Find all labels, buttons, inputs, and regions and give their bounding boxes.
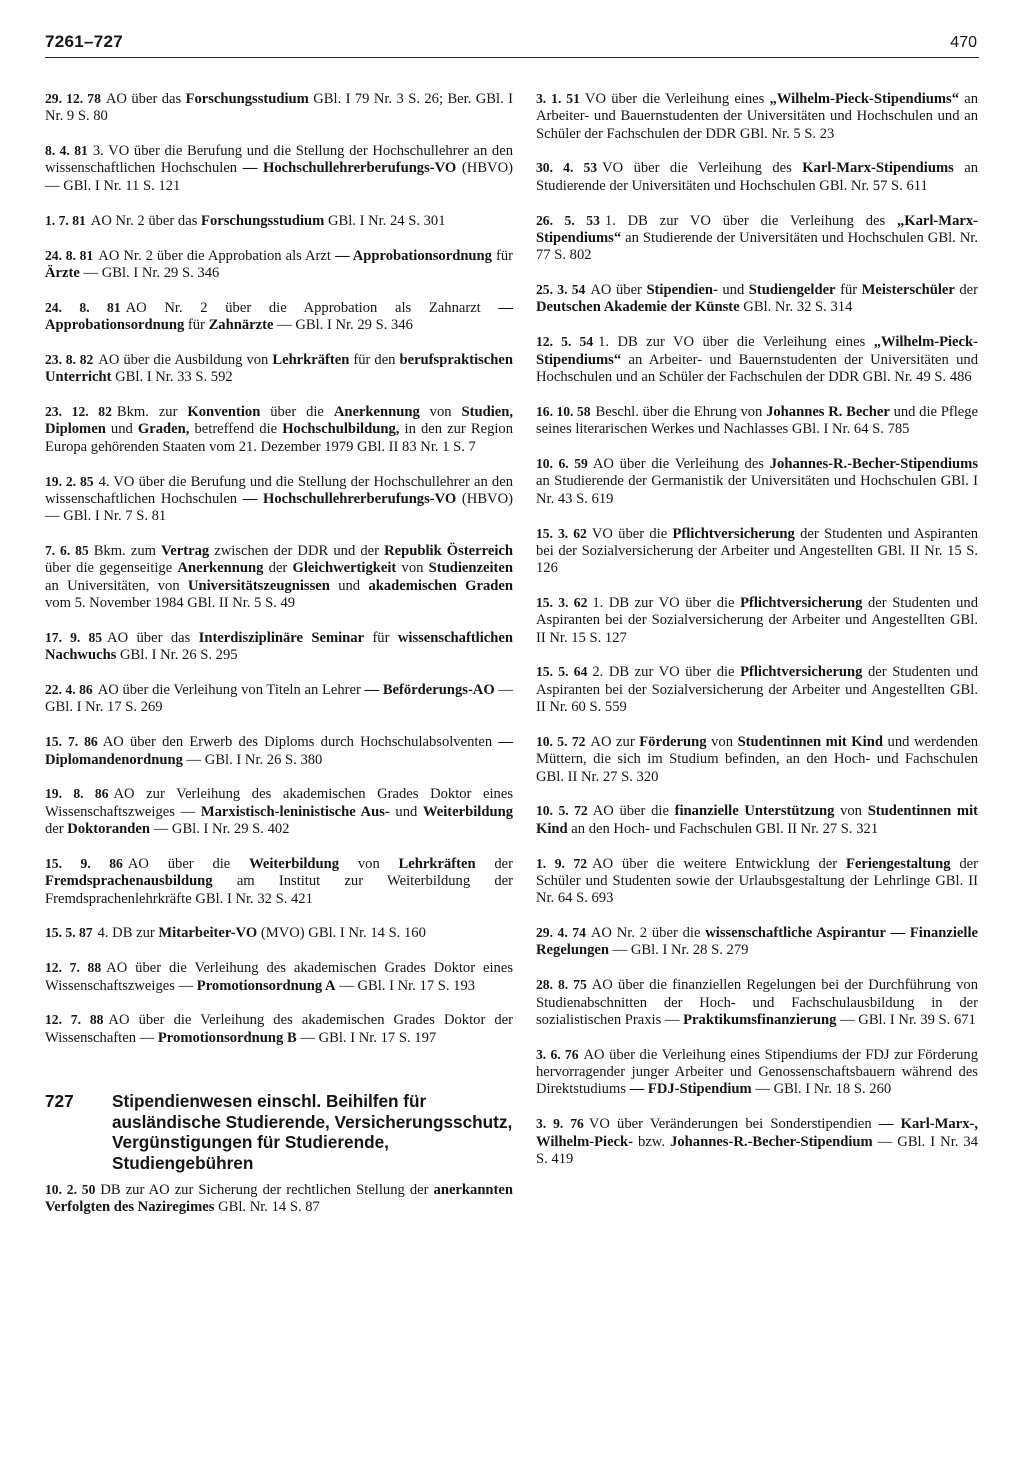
entry-keyword: berufspraktischen Unterricht xyxy=(45,351,513,386)
entry-date: 19. 2. 85 xyxy=(45,473,94,489)
entry xyxy=(45,142,513,195)
entry-date: 24. 8. 81 xyxy=(45,247,94,263)
entry-text: von xyxy=(396,560,429,577)
entry xyxy=(536,212,978,265)
entry-text: für xyxy=(491,247,513,264)
entry-text: — GBl. I Nr. 39 S. 671 xyxy=(836,1011,976,1028)
entry xyxy=(45,681,513,717)
entry-keyword: Pflichtversicherung xyxy=(672,525,795,542)
entry-date: 12. 7. 88 xyxy=(45,1012,104,1028)
entry-text: an Studierende der Germanistik der Universitäten und Hochschulen GBl. I Nr. 43 S. 619 xyxy=(536,473,978,507)
entry-keyword: Promotionsordnung B xyxy=(157,1029,297,1046)
entry-text: Bkm. zum xyxy=(93,543,162,560)
entry-date: 15. 3. 62 xyxy=(536,594,588,610)
entry-keyword: Johannes R. Becher xyxy=(766,403,890,420)
entry-date: 15. 9. 86 xyxy=(45,855,123,871)
entry-date: 10. 2. 50 xyxy=(45,1182,96,1198)
entry-text: von xyxy=(834,803,868,820)
entry-keyword: Karl-Marx-Stipendiums xyxy=(802,160,954,177)
section-title: Stipendienwesen einschl. Beihilfen für ausländische Studierende, Versicherungsschutz, Vergünstigungen für Studierende, Studiengebühren xyxy=(112,1091,513,1173)
entry-keyword: Forschungsstudium xyxy=(185,91,309,107)
section-number: 727 xyxy=(45,1091,74,1112)
entry xyxy=(536,1115,978,1168)
page-number: 470 xyxy=(950,34,977,51)
entry-text: AO Nr. 2 über die Approbation als Arzt xyxy=(98,247,335,264)
running-head-left: 7261–727 xyxy=(45,32,124,51)
entry-date: 19. 8. 86 xyxy=(45,786,109,802)
entry-text: Beschl. über die Ehrung von xyxy=(595,403,767,420)
entry xyxy=(45,785,513,838)
entry-text: und xyxy=(105,421,138,438)
entry-keyword: Zahnärzte xyxy=(208,317,274,334)
entry-keyword: Deutschen Akademie der Künste xyxy=(536,299,740,316)
entry-keyword: Meisterschüler xyxy=(861,282,955,299)
entry-text: — GBl. I Nr. 26 S. 380 xyxy=(182,751,323,768)
entry xyxy=(45,733,513,769)
entry-keyword: Graden, xyxy=(137,421,190,438)
entry xyxy=(45,924,513,942)
entry xyxy=(536,924,978,960)
entry-date: 26. 5. 53 xyxy=(536,212,600,228)
entry-date: 10. 5. 72 xyxy=(536,733,586,749)
entry xyxy=(45,90,513,126)
entry-keyword: Pflichtversicherung xyxy=(740,594,863,611)
entry xyxy=(45,959,513,995)
entry xyxy=(45,212,513,230)
entry-date: 15. 5. 64 xyxy=(536,664,588,680)
entry-keyword: Weiterbildung xyxy=(249,855,340,872)
entry-keyword: „Wilhelm-Pieck-Stipendiums“ xyxy=(536,334,978,368)
entry-keyword: Förderung xyxy=(639,733,707,750)
entry-keyword: akademischen Graden xyxy=(368,577,513,594)
entry-text: VO über die xyxy=(591,525,673,542)
entry-text: der xyxy=(45,821,68,838)
entry-text: GBl. Nr. 32 S. 314 xyxy=(739,299,853,316)
entry-keyword: Pflichtversicherung xyxy=(740,664,863,681)
entry-text: 3. VO über die Berufung und die Stellung der Hochschullehrer an den wissenschaftlichen Hochschulen xyxy=(45,143,514,177)
entry-text: von xyxy=(339,855,399,872)
entry-text: 1. DB zur VO über die xyxy=(592,594,741,611)
entry-date: 3. 9. 76 xyxy=(536,1116,584,1132)
entry-keyword: Anerkennung xyxy=(177,560,264,577)
entry-date: 3. 6. 76 xyxy=(536,1046,579,1062)
entry-text: betreffend die xyxy=(189,421,283,438)
entry-keyword: wissenschaftliche Aspirantur — Finanzielle Regelungen xyxy=(536,925,978,959)
entry-date: 10. 5. 72 xyxy=(536,803,588,819)
entry xyxy=(536,90,978,143)
entry-keyword: Studiengelder xyxy=(748,282,836,299)
entry-text: AO zur xyxy=(590,733,640,750)
entry-date: 23. 8. 82 xyxy=(45,351,94,367)
entry-text: GBl. I 79 Nr. 3 S. 26; Ber. GBl. I Nr. 9 S. 80 xyxy=(45,91,513,125)
entry xyxy=(536,976,978,1029)
entry-text: AO Nr. 2 über das xyxy=(90,212,202,229)
entry-keyword: Gleichwertigkeit xyxy=(292,560,397,577)
entry-text: — GBl. I Nr. 17 S. 197 xyxy=(296,1029,437,1046)
entry-date: 10. 6. 59 xyxy=(536,456,588,472)
entry-text: für xyxy=(184,317,209,334)
entry-text: AO über die Verleihung des akademischen Grades Doktor der Wissenschaften — xyxy=(45,1012,514,1046)
entry-text: der xyxy=(954,282,979,299)
entry-text: an Studierende der Universitäten und Hochschulen GBl. Nr. 77 S. 802 xyxy=(536,229,978,264)
entry-keyword: — Hochschullehrerberufungs-VO xyxy=(242,160,457,177)
entry-text: zwischen der DDR und der xyxy=(209,543,385,560)
entry-text: über die xyxy=(260,404,334,421)
entry xyxy=(536,159,978,195)
entry-keyword: Studienzeiten xyxy=(428,560,513,577)
entry xyxy=(536,594,978,647)
entry-keyword: Lehrkräften xyxy=(398,855,476,872)
entry xyxy=(45,299,513,335)
entry-date: 17. 9. 85 xyxy=(45,629,103,645)
entry xyxy=(45,542,513,612)
entry-date: 28. 8. 75 xyxy=(536,977,587,993)
entry-text: (MVO) GBl. I Nr. 14 S. 160 xyxy=(257,925,426,942)
entry-text: von xyxy=(706,733,738,750)
entry-text: — GBl. I Nr. 17 S. 193 xyxy=(335,977,476,994)
entry-keyword: Vertrag xyxy=(161,543,210,560)
entry-date: 7. 6. 85 xyxy=(45,543,89,559)
entry-keyword: Lehrkräften xyxy=(272,351,350,368)
entry xyxy=(536,733,978,786)
entry-keyword: — Beförderungs-AO xyxy=(364,682,495,699)
entry-text: der Studenten und Aspiranten bei der Sozialversicherung der Arbeiter und Angestellten GBl. II Nr. 15 S. 127 xyxy=(536,594,978,646)
entry-text: 4. DB zur xyxy=(97,925,159,942)
entry-text: am Institut zur Weiterbildung der Fremdsprachenlehrkräfte GBl. I Nr. 32 S. 421 xyxy=(45,873,513,907)
entry-text: an Studierende der Universitäten und Hochschulen GBl. Nr. 57 S. 611 xyxy=(536,160,978,194)
entry-text: VO über Veränderungen bei Sonderstipendien xyxy=(588,1116,879,1133)
entry xyxy=(45,1181,513,1217)
entry-text: von xyxy=(419,404,462,421)
entry-keyword: Marxistisch-leninistische Aus- xyxy=(200,803,390,820)
entry-date: 15. 5. 87 xyxy=(45,925,93,941)
entry xyxy=(536,333,978,386)
entry-text: vom 5. November 1984 GBl. II Nr. 5 S. 49 xyxy=(45,594,296,611)
entry xyxy=(536,855,978,908)
entry xyxy=(536,1046,978,1099)
entry-date: 15. 3. 62 xyxy=(536,525,587,541)
entry-keyword: Interdisziplinäre Seminar xyxy=(198,629,365,646)
entry-text: AO Nr. 2 über die Approbation als Zahnarzt xyxy=(125,299,499,316)
entry-text: an Arbeiter- und Bauernstudenten der Universitäten und Hochschulen und an Schüler der Fachschulen der DDR GBl. Nr. 5 S. 23 xyxy=(536,91,978,142)
entry xyxy=(536,525,978,578)
entry-keyword: Republik Österreich xyxy=(384,543,513,560)
entry-text: AO über die Verleihung von Titeln an Lehrer xyxy=(97,682,365,699)
entry-text: — GBl. I Nr. 34 S. 419 xyxy=(536,1133,979,1167)
entry-text: 1. DB zur VO über die Verleihung des xyxy=(604,212,897,229)
entry-text: für den xyxy=(349,351,400,368)
entry-keyword: — FDJ-Stipendium xyxy=(629,1081,752,1098)
entry-text: der Studenten und Aspiranten bei der Sozialversicherung der Arbeiter und Angestellten GBl. II Nr. 60 S. 559 xyxy=(536,664,978,716)
entry-date: 1. 9. 72 xyxy=(536,855,588,871)
entry-text: 2. DB zur VO über die xyxy=(592,664,741,681)
entry-date: 12. 7. 88 xyxy=(45,960,102,976)
entry-text: GBl. I Nr. 24 S. 301 xyxy=(324,212,446,229)
entry-text: in den zur Region Europa gehörenden Staaten vom 21. Dezember 1979 GBl. II 83 Nr. 1 S. 7 xyxy=(45,421,514,455)
entry-text: der xyxy=(475,855,513,872)
left-entries-top xyxy=(45,90,513,1047)
entry xyxy=(536,455,978,508)
entry-date: 3. 1. 51 xyxy=(536,91,580,106)
entry xyxy=(536,663,978,716)
entry-keyword: Johannes-R.-Becher-Stipendium xyxy=(670,1133,873,1150)
entry-keyword: — Karl-Marx-, Wilhelm-Pieck- xyxy=(536,1116,979,1150)
entry-keyword: Promotionsordnung A xyxy=(196,977,336,994)
right-column xyxy=(536,90,978,1185)
entry-text: AO über das xyxy=(105,91,186,107)
entry-text: über die gegenseitige xyxy=(45,560,178,577)
entry-keyword: Praktikumsfinanzierung xyxy=(683,1011,837,1028)
entry-text: der Schüler und Studenten sowie der Urlaubsgestaltung der Lehrlinge GBl. II Nr. 64 S. 693 xyxy=(536,855,978,907)
entry-text: an den Hoch- und Fachschulen GBl. II Nr. 27 S. 321 xyxy=(567,820,879,837)
entry-text: 4. VO über die Berufung und die Stellung der Hochschullehrer an den wissenschaftlichen Hochschulen xyxy=(45,473,514,507)
entry-text: DB zur AO zur Sicherung der rechtlichen Stellung der xyxy=(100,1182,434,1199)
entry-text: und werdenden Müttern, die sich im Studium befinden, an den Hoch- und Fachschulen GBl. II Nr. 27 S. 320 xyxy=(536,733,978,785)
entry-date: 15. 7. 86 xyxy=(45,734,98,750)
right-entries xyxy=(536,90,978,1168)
entry-text: der xyxy=(263,560,293,577)
entry-keyword: Fremdsprachenausbildung xyxy=(45,873,213,890)
section-heading xyxy=(45,1091,513,1173)
left-column xyxy=(45,90,513,1233)
entry-text: und die Pflege seines literarischen Werkes und Nachlasses GBl. I Nr. 64 S. 785 xyxy=(536,403,979,438)
entry xyxy=(45,247,513,283)
entry-text: AO über die weitere Entwicklung der xyxy=(592,855,846,872)
entry-text: (HBVO) — GBl. I Nr. 11 S. 121 xyxy=(45,160,513,194)
entry-text: AO über die xyxy=(592,803,675,820)
entry-text: und xyxy=(329,577,369,594)
entry-text: 1. DB zur VO über die Verleihung eines xyxy=(598,334,874,351)
entry-keyword: anerkannten Verfolgten des Naziregimes xyxy=(45,1182,513,1216)
entry-text: und xyxy=(389,803,423,820)
entry-keyword: Hochschulbildung, xyxy=(282,421,400,438)
entry-date: 8. 4. 81 xyxy=(45,143,88,159)
entry-text: AO über die Verleihung des xyxy=(592,456,770,473)
entry-text: AO über die xyxy=(127,855,250,872)
entry-text: an Universitäten, von xyxy=(45,577,188,594)
entry-keyword: Doktoranden xyxy=(67,821,151,838)
entry-text: der Studenten und Aspiranten bei der Sozialversicherung der Arbeiter und Angestellten GBl. II Nr. 15 S. 126 xyxy=(536,525,979,577)
left-entries-bottom xyxy=(45,1181,513,1217)
entry-text: bzw. xyxy=(633,1133,671,1150)
entry-date: 29. 12. 78 xyxy=(45,91,101,106)
entry-keyword: Studentinnen mit Kind xyxy=(536,803,979,837)
entry xyxy=(45,855,513,908)
entry-text: an Arbeiter- und Bauernstudenten der Universitäten und Hochschulen und an Schüler der Fachschulen der DDR GBl. Nr. 49 S. 486 xyxy=(536,351,978,385)
entry-text: VO über die Verleihung des xyxy=(602,160,803,177)
entry-date: 12. 5. 54 xyxy=(536,334,594,350)
entry xyxy=(45,1011,513,1047)
entry-text: AO über den Erwerb des Diploms durch Hochschulabsolventen xyxy=(102,734,499,751)
entry-keyword: Universitätszeugnissen xyxy=(187,577,330,594)
entry-date: 25. 3. 54 xyxy=(536,282,586,298)
entry-text: und xyxy=(717,282,749,299)
entry-keyword: — Approbationsordnung xyxy=(334,247,492,264)
entry xyxy=(45,473,513,526)
entry-keyword: Feriengestaltung xyxy=(845,855,951,872)
entry xyxy=(536,802,978,838)
entry xyxy=(45,629,513,665)
entry-keyword: finanzielle Unterstützung xyxy=(674,803,835,820)
entry-text: — GBl. I Nr. 29 S. 346 xyxy=(79,264,220,281)
entry-keyword: Stipendien- xyxy=(646,282,718,299)
entry-text: AO Nr. 2 über die xyxy=(590,925,706,942)
entry-keyword: — Approbationsordnung xyxy=(45,299,513,334)
entry xyxy=(536,281,978,317)
entry-text: VO über die Verleihung eines xyxy=(584,91,770,107)
entry-date: 29. 4. 74 xyxy=(536,925,586,941)
entry-text: AO zur Verleihung des akademischen Grades Doktor eines Wissenschaftszweiges — xyxy=(45,786,514,820)
entry-keyword: Mitarbeiter-VO xyxy=(158,925,258,942)
entry-keyword: Weiterbildung xyxy=(422,803,513,820)
entry-keyword: Forschungsstudium xyxy=(201,212,325,229)
entry-text: — GBl. I Nr. 18 S. 260 xyxy=(751,1081,892,1098)
entry-date: 1. 7. 81 xyxy=(45,212,86,228)
header-rule xyxy=(45,57,979,58)
entry-keyword: Studentinnen mit Kind xyxy=(737,733,883,750)
entry-keyword: „Karl-Marx-Stipendiums“ xyxy=(536,212,978,246)
entry-text: für xyxy=(364,629,398,646)
entry-keyword: „Wilhelm-Pieck-Stipendiums“ xyxy=(769,91,960,107)
entry-text: AO über die Ausbildung von xyxy=(98,351,273,368)
entry-text: — GBl. I Nr. 29 S. 402 xyxy=(150,821,290,838)
entry xyxy=(45,351,513,387)
entry xyxy=(45,403,513,456)
entry-text: AO über das xyxy=(107,629,199,646)
entry-text: — GBl. I Nr. 29 S. 346 xyxy=(273,317,413,334)
entry-text: GBl. Nr. 14 S. 87 xyxy=(214,1199,320,1216)
entry-keyword: wissenschaftlichen Nachwuchs xyxy=(45,629,513,664)
entry-text: Bkm. zur xyxy=(116,404,188,421)
entry-text: GBl. I Nr. 33 S. 592 xyxy=(111,369,233,386)
entry-date: 22. 4. 86 xyxy=(45,682,93,698)
entry-date: 30. 4. 53 xyxy=(536,160,598,176)
entry-text: — GBl. I Nr. 28 S. 279 xyxy=(608,942,749,959)
entry-text: GBl. I Nr. 26 S. 295 xyxy=(116,647,238,664)
entry-keyword: — Hochschullehrerberufungs-VO xyxy=(242,490,457,507)
entry-text: AO über die finanziellen Regelungen bei der Durchführung von Studienabschnitten der Hoch- und Fachschulausbildung in der sozialistischen Praxis — xyxy=(536,977,978,1028)
entry-text: AO über die Verleihung des akademischen Grades Doktor eines Wissenschaftszweiges — xyxy=(45,960,513,994)
entry-date: 23. 12. 82 xyxy=(45,404,112,420)
entry-text: AO über die Verleihung eines Stipendiums der FDJ zur Förderung hervorragender junger Arbeiter und Genossenschaftsbauern während des Direktstudiums xyxy=(536,1046,979,1098)
entry-text: AO über xyxy=(590,282,647,299)
entry-keyword: Johannes-R.-Becher-Stipendiums xyxy=(769,456,978,473)
entry-keyword: Studien, Diplomen xyxy=(45,404,513,438)
entry-text: (HBVO) — GBl. I Nr. 7 S. 81 xyxy=(45,490,513,525)
entry-keyword: Konvention xyxy=(187,404,261,421)
entry-text: — GBl. I Nr. 17 S. 269 xyxy=(45,682,513,716)
entry-keyword: Ärzte xyxy=(45,264,80,281)
entry-keyword: — Diplomandenordnung xyxy=(45,734,513,768)
entry-keyword: Anerkennung xyxy=(333,404,420,421)
entry xyxy=(536,403,978,439)
entry-date: 16. 10. 58 xyxy=(536,403,591,419)
entry-text: für xyxy=(835,282,862,299)
entry-date: 24. 8. 81 xyxy=(45,299,121,315)
